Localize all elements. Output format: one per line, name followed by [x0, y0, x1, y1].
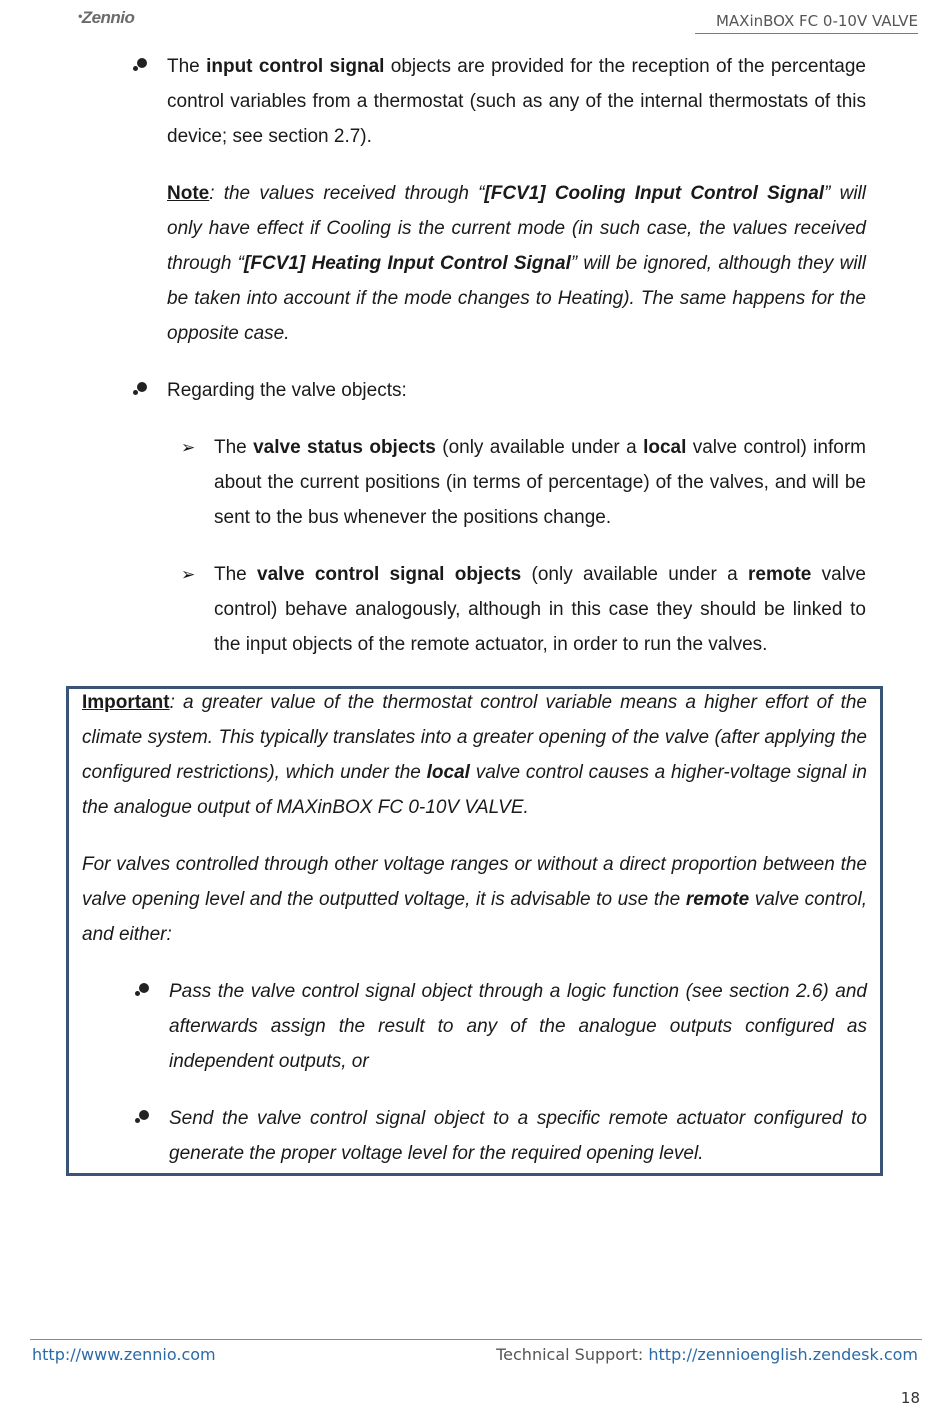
technical-support	[496, 1345, 918, 1364]
support-link[interactable]: http://zennioenglish.zendesk.com	[648, 1345, 918, 1364]
important-label: Important	[82, 692, 170, 713]
important-bullet-logic-function: Pass the valve control signal object through a logic function (see section 2.6) and afterwards assign the result to any of the analogue outputs configured as independent outputs, or	[169, 981, 867, 1072]
note-label: Note	[167, 183, 210, 204]
important-bullet-remote-actuator: Send the valve control signal object to a specific remote actuator configured to generate the proper voltage level for the required opening level.	[169, 1108, 867, 1164]
page-number: 18	[900, 1389, 920, 1407]
bullet-icon	[133, 382, 147, 396]
support-label: Technical Support:	[496, 1345, 649, 1364]
paragraph-note: Note: the values received through “[FCV1] Cooling Input Control Signal” will only have effect if Cooling is the current mode (in such case, the values received through “[FCV1] Heating Input Control Signal” will be ignored, although they will be taken into account if the mode changes to Heating). The same happens for the opposite case.	[167, 183, 867, 344]
bullet-icon	[135, 1110, 149, 1124]
footer-divider	[30, 1339, 922, 1340]
paragraph-input-control-signal: The input control signal objects are provided for the reception of the percentage control variables from a thermostat (such as any of the internal thermostats of this device; see section 2.7).	[167, 56, 866, 147]
paragraph-valve-objects: Regarding the valve objects:	[167, 380, 407, 401]
arrow-bullet-icon: ➢	[181, 438, 196, 458]
important-paragraph-2: For valves controlled through other voltage ranges or without a direct proportion between the valve opening level and the outputted voltage, it is advisable to use the remote valve control, and either:	[82, 854, 867, 945]
logo-text: Zennio	[81, 8, 135, 27]
website-link[interactable]: http://www.zennio.com	[32, 1345, 216, 1364]
zennio-logo: •Zennio	[78, 8, 135, 27]
paragraph-valve-control-signal-objects: The valve control signal objects (only available under a remote valve control) behave analogously, although in this case they should be linked to the input objects of the remote actuator, in order to run the valves.	[214, 564, 866, 655]
header-divider	[695, 33, 918, 34]
arrow-bullet-icon: ➢	[181, 565, 196, 585]
bullet-icon	[135, 983, 149, 997]
important-paragraph-1: Important: a greater value of the thermostat control variable means a higher effort of the climate system. This typically translates into a greater opening of the valve (after applying the configured restrictions), which under the local valve control causes a higher-voltage signal in the analogue output of MAXinBOX FC 0-10V VALVE.	[82, 692, 867, 818]
bullet-icon	[133, 58, 147, 72]
document-title: MAXinBOX FC 0-10V VALVE	[715, 12, 918, 30]
paragraph-valve-status-objects: The valve status objects (only available under a local valve control) inform about the current positions (in terms of percentage) of the valves, and will be sent to the bus whenever the positions change.	[214, 437, 866, 528]
